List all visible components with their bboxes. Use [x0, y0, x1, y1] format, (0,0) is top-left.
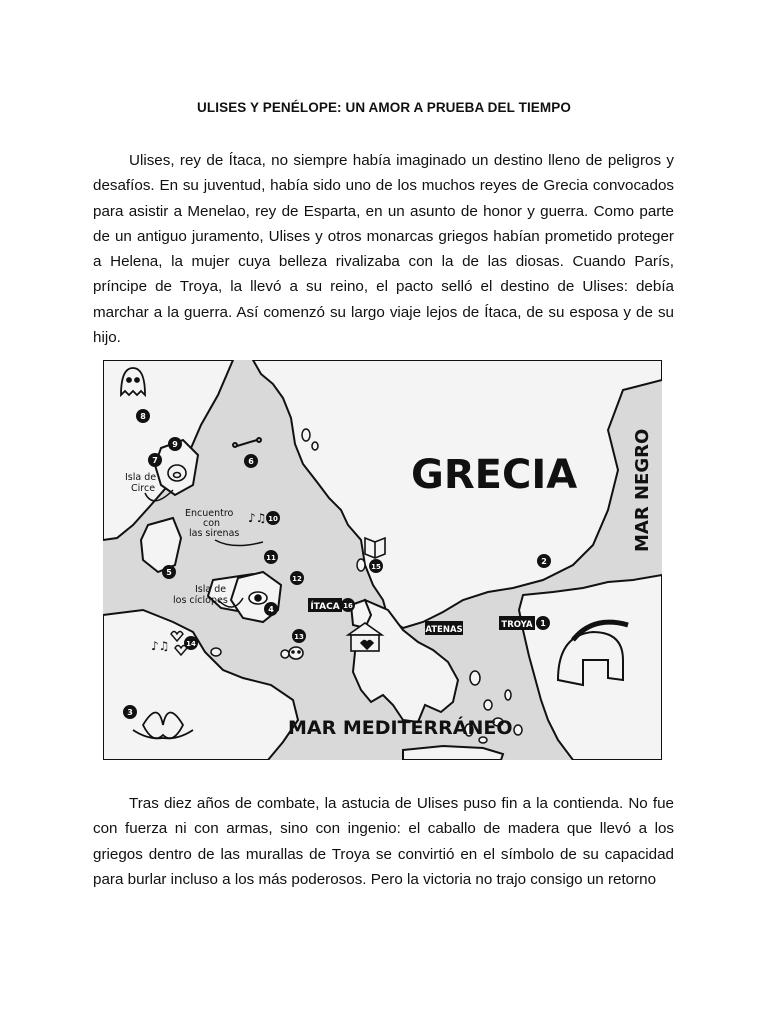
ghost-icon	[121, 368, 145, 395]
svg-text:12: 12	[292, 575, 302, 583]
land-island-5	[141, 518, 181, 572]
annotation-ciclopes-2: los cíclopes	[173, 595, 228, 606]
svg-text:15: 15	[371, 563, 381, 571]
marker-7	[148, 453, 162, 467]
paragraph-2: Tras diez años de combate, la astucia de Ulises puso fin a la contienda. No fue con fuerza ni con armas, sino con ingenio: el caballo de madera que llevó a los griegos dentro de las murallas de Troya se convirtió en el símbolo de su capacidad para burlar incluso a los más poderosos. Pero la victoria no trajo consigo un retorno	[93, 795, 674, 888]
marker-8	[136, 409, 150, 423]
odyssey-map	[103, 360, 662, 760]
marker-16	[341, 598, 355, 612]
pig-icon	[168, 465, 186, 481]
marker-1	[536, 616, 550, 630]
marker-4	[264, 602, 278, 616]
annotation-circe-2: Circe	[131, 483, 156, 494]
svg-text:1: 1	[540, 619, 546, 628]
paragraph-1: Ulises, rey de Ítaca, no siempre había imaginado un destino lleno de peligros y desafíos. En su juventud, había sido uno de los muchos reyes de Grecia convocados para asistir a Menelao, rey de Esparta, en un asunto de honor y guerra. Como parte de un antiguo juramento, Ulises y otros monarcas griegos habían prometido proteger a Helena, la mujer cuya belleza rivalizaba con la de las diosas. Cuando París, príncipe de Troya, la llevó a su reino, el pacto selló el destino de Ulises: debía marchar a la guerra. Así comenzó su largo viaje lejos de Ítaca, de su esposa y de su hijo.	[93, 152, 674, 347]
svg-text:8: 8	[140, 412, 146, 421]
marker-14	[184, 636, 198, 650]
svg-text:9: 9	[172, 440, 178, 449]
label-troya: TROYA	[501, 620, 533, 630]
marker-9	[168, 437, 182, 451]
label-mar-mediterraneo: MAR MEDITERRÁNEO	[288, 717, 513, 739]
svg-text:6: 6	[248, 457, 254, 466]
annotation-sirenas-2: con	[203, 518, 221, 529]
marker-5	[162, 565, 176, 579]
svg-text:♪♫: ♪♫	[248, 511, 267, 525]
marker-11	[264, 550, 278, 564]
marker-10	[266, 511, 280, 525]
marker-2	[537, 554, 551, 568]
annotation-sirenas-3: las sirenas	[189, 528, 240, 539]
annotation-sirenas-1: Encuentro	[185, 508, 234, 519]
svg-text:7: 7	[152, 456, 158, 465]
marker-12	[290, 571, 304, 585]
svg-text:4: 4	[268, 605, 274, 614]
svg-text:14: 14	[186, 640, 196, 648]
svg-text:13: 13	[294, 633, 304, 641]
label-itaca: ÍTACA	[310, 602, 340, 612]
annotation-ciclopes-1: Isla de	[195, 584, 227, 595]
eye-icon	[249, 592, 267, 604]
svg-text:10: 10	[268, 515, 278, 523]
marker-3	[123, 705, 137, 719]
label-grecia: GRECIA	[411, 452, 578, 498]
marker-13	[292, 629, 306, 643]
svg-text:2: 2	[541, 557, 547, 566]
marker-15	[369, 559, 383, 573]
label-mar-negro: MAR NEGRO	[632, 428, 653, 552]
cow-icon	[289, 647, 303, 659]
svg-text:11: 11	[266, 554, 276, 562]
document-title: ULISES Y PENÉLOPE: UN AMOR A PRUEBA DEL TIEMPO	[197, 100, 571, 115]
svg-text:5: 5	[166, 568, 172, 577]
marker-6	[244, 454, 258, 468]
label-atenas: ATENAS	[425, 625, 463, 635]
annotation-circe-1: Isla de	[125, 472, 157, 483]
svg-text:3: 3	[127, 708, 133, 717]
svg-text:16: 16	[343, 602, 353, 610]
svg-text:♪♫: ♪♫	[151, 639, 170, 653]
